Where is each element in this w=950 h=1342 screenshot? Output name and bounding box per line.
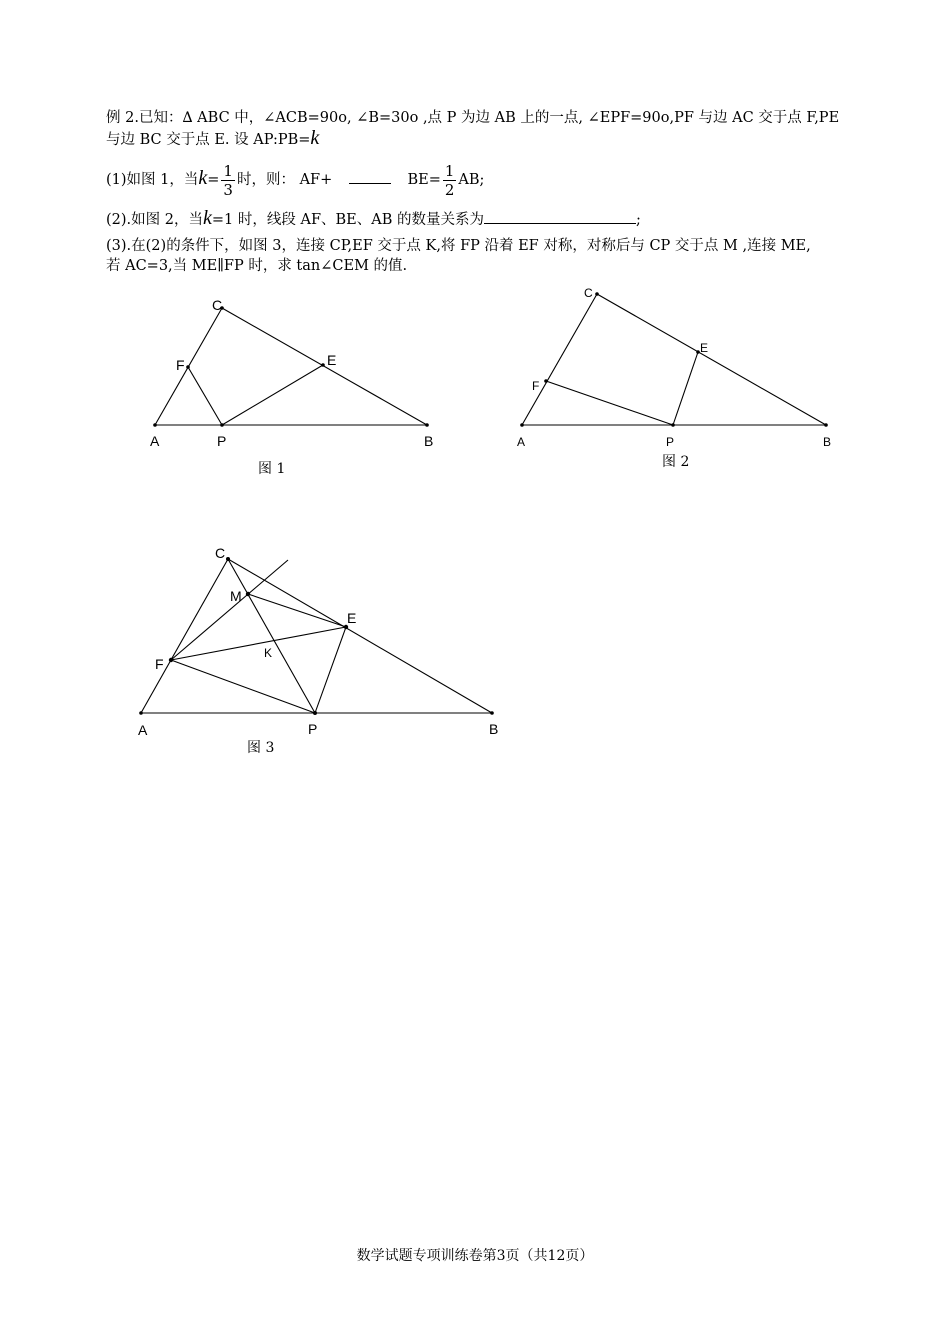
fig2-label-b: B — [823, 435, 832, 449]
fig3-label-b: B — [489, 721, 499, 737]
fig1-label-f: F — [176, 357, 185, 373]
q2-prefix: (2).如图 2，当 — [106, 212, 203, 228]
q3-text-cont: 若 AC=3,当 ME∥FP 时，求 tan∠CEM 的值. — [106, 258, 408, 274]
q2-end: ; — [635, 212, 641, 228]
fig2-label-e: E — [700, 341, 709, 355]
figure-2-lines — [522, 294, 826, 425]
fraction-denominator: 2 — [444, 180, 455, 199]
q1-end: AB; — [458, 172, 485, 188]
fig3-label-a: A — [138, 722, 148, 738]
fig3-label-c: C — [215, 545, 226, 561]
page-footer: 数学试题专项训练卷第3页（共12页） — [356, 1248, 594, 1264]
problem-statement: 例 2.已知：∆ ABC 中，∠ACB=90o, ∠B=30o ,点 P 为边 AB 上的一点, ∠EPF=90o,PF 与边 AC 交于点 F,PE — [106, 110, 840, 126]
fig3-label-m: M — [230, 588, 242, 604]
fraction-numerator: 1 — [223, 161, 233, 180]
fraction-numerator: 1 — [444, 161, 455, 180]
q1-eq: = — [207, 172, 220, 188]
fig3-label-e: E — [347, 610, 357, 626]
q3-text: (3).在(2)的条件下，如图 3，连接 CP,EF 交于点 K,将 FP 沿着 EF 对称，对称后与 CP 交于点 M ,连接 ME, — [106, 238, 811, 254]
fig3-label-p: P — [308, 721, 318, 737]
variable-k: k — [198, 167, 208, 189]
fig2-label-c: C — [584, 286, 593, 300]
fig1-label-a: A — [150, 433, 160, 449]
fig2-label-p: P — [666, 435, 675, 449]
fraction-denominator: 3 — [223, 180, 233, 199]
q2-suffix: =1 时，线段 AF、BE、AB 的数量关系为 — [211, 212, 484, 228]
fig1-label-c: C — [212, 297, 223, 313]
fig2-label-f: F — [532, 379, 540, 393]
fig1-label-b: B — [424, 433, 434, 449]
figure-3-lines — [141, 559, 492, 713]
variable-k: k — [310, 127, 320, 149]
figure-1-lines — [155, 308, 427, 425]
fig3-label-k: K — [264, 646, 273, 660]
fig3-label-f: F — [155, 656, 164, 672]
figure-2-caption: 图 2 — [662, 454, 690, 470]
figure-1-caption: 图 1 — [258, 461, 286, 477]
q1-be: BE= — [407, 172, 441, 188]
fig2-label-a: A — [517, 435, 526, 449]
problem-statement-cont: 与边 BC 交于点 E. 设 AP:PB= — [106, 132, 311, 148]
q1-prefix: (1)如图 1，当 — [106, 172, 199, 188]
q1-mid: 时，则： AF+ — [236, 172, 333, 188]
figure-3-caption: 图 3 — [247, 740, 275, 756]
fig1-label-e: E — [327, 352, 337, 368]
variable-k: k — [202, 207, 212, 229]
fig1-label-p: P — [217, 433, 227, 449]
